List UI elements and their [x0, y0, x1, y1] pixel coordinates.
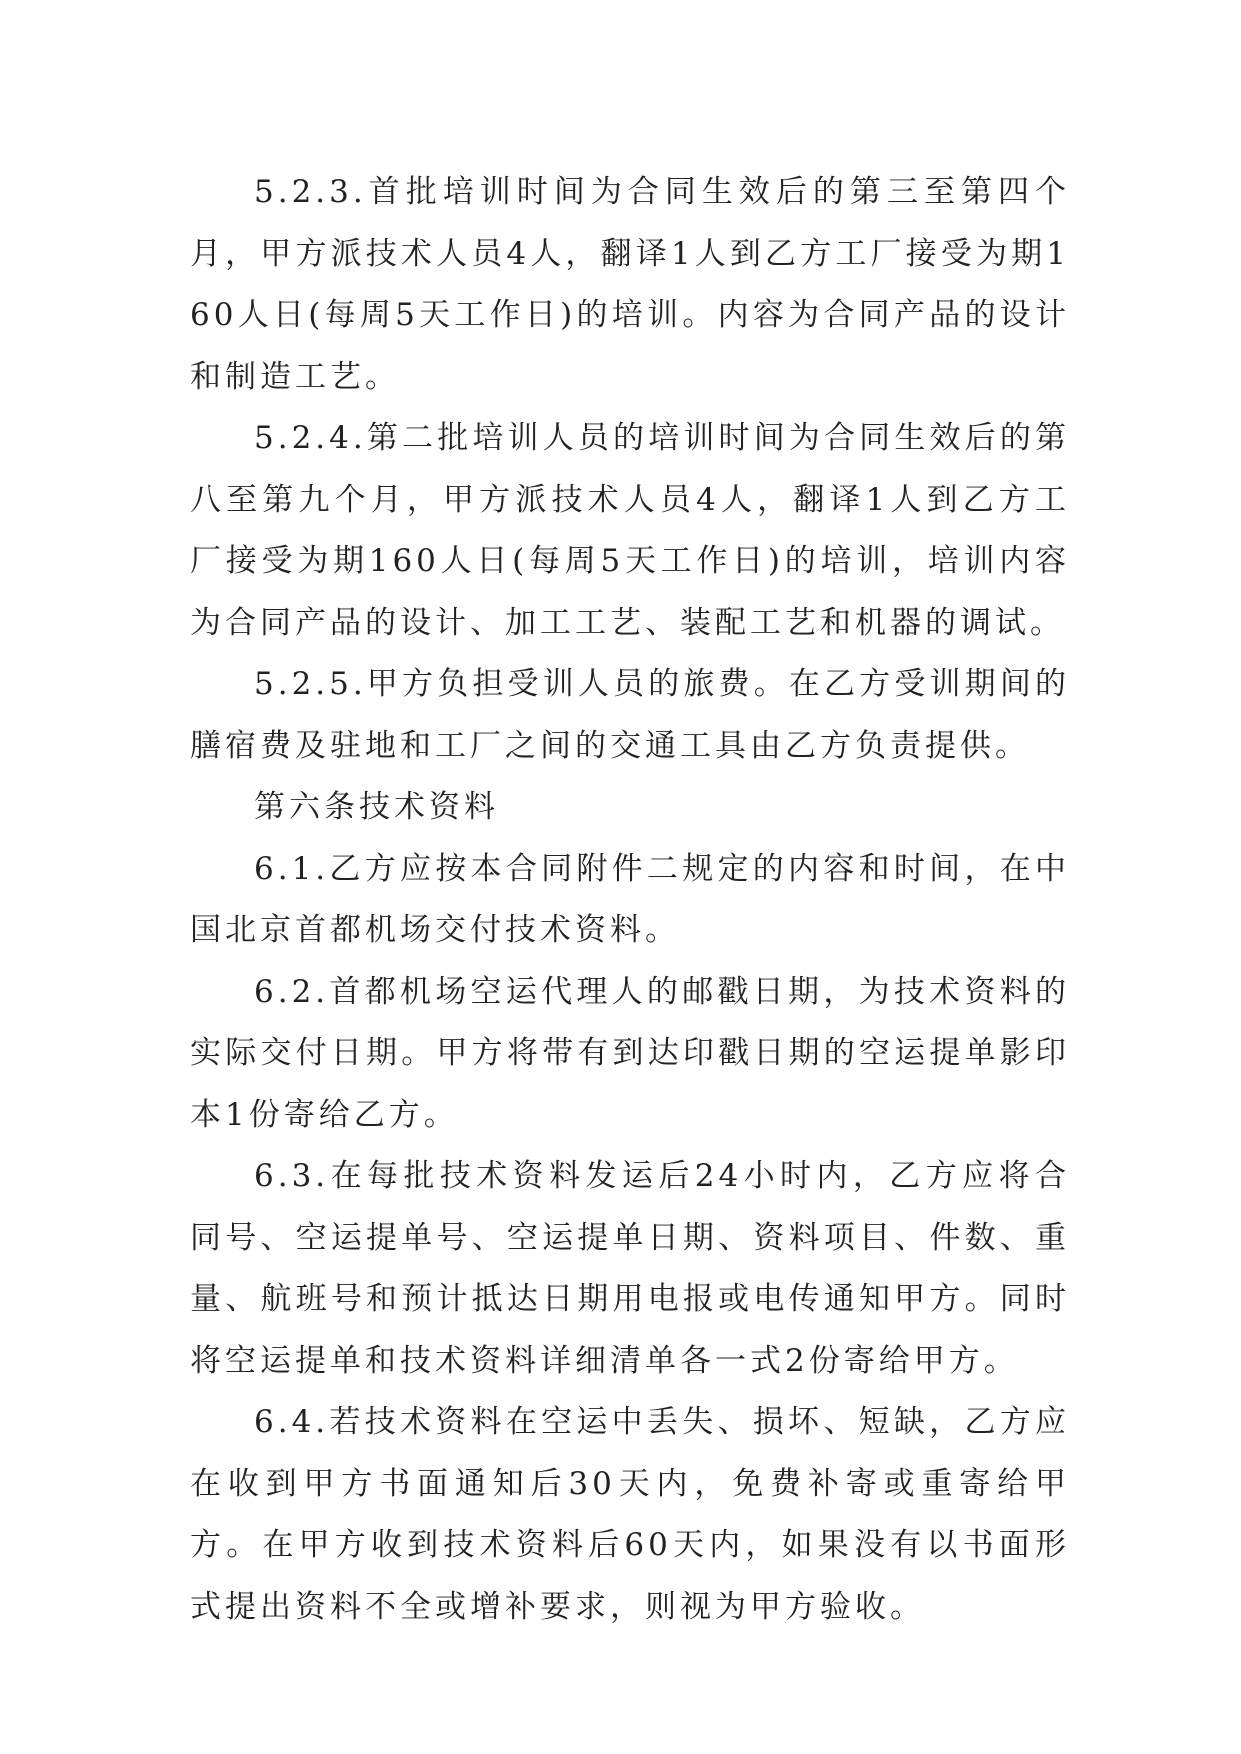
clause-5-2-3: 5.2.3.首批培训时间为合同生效后的第三至第四个月，甲方派技术人员4人，翻译1人到乙方工厂接受为期160人日(每周5天工作日)的培训。内容为合同产品的设计和制造工艺。 — [190, 174, 1070, 395]
document-body — [190, 162, 1070, 1638]
clause-6-2: 6.2.首都机场空运代理人的邮戳日期，为技术资料的实际交付日期。甲方将带有到达印戳日期的空运提单影印本1份寄给乙方。 — [190, 973, 1070, 1133]
clause-5-2-5: 5.2.5.甲方负担受训人员的旅费。在乙方受训期间的膳宿费及驻地和工厂之间的交通工具由乙方负责提供。 — [190, 666, 1070, 764]
clause-5-2-4: 5.2.4.第二批培训人员的培训时间为合同生效后的第八至第九个月，甲方派技术人员4人，翻译1人到乙方工厂接受为期160人日(每周5天工作日)的培训，培训内容为合同产品的设计、加工工艺、装配工艺和机器的调试。 — [190, 420, 1070, 641]
clause-6-4: 6.4.若技术资料在空运中丢失、损坏、短缺，乙方应在收到甲方书面通知后30天内，免费补寄或重寄给甲方。在甲方收到技术资料后60天内，如果没有以书面形式提出资料不全或增补要求，则视为甲方验收。 — [190, 1404, 1070, 1625]
clause-6-1: 6.1.乙方应按本合同附件二规定的内容和时间，在中国北京首都机场交付技术资料。 — [190, 850, 1070, 948]
clause-6-3: 6.3.在每批技术资料发运后24小时内，乙方应将合同号、空运提单号、空运提单日期、资料项目、件数、重量、航班号和预计抵达日期用电报或电传通知甲方。同时将空运提单和技术资料详细清单各一式2份寄给甲方。 — [190, 1158, 1070, 1379]
article-6-heading: 第六条技术资料 — [254, 789, 499, 825]
